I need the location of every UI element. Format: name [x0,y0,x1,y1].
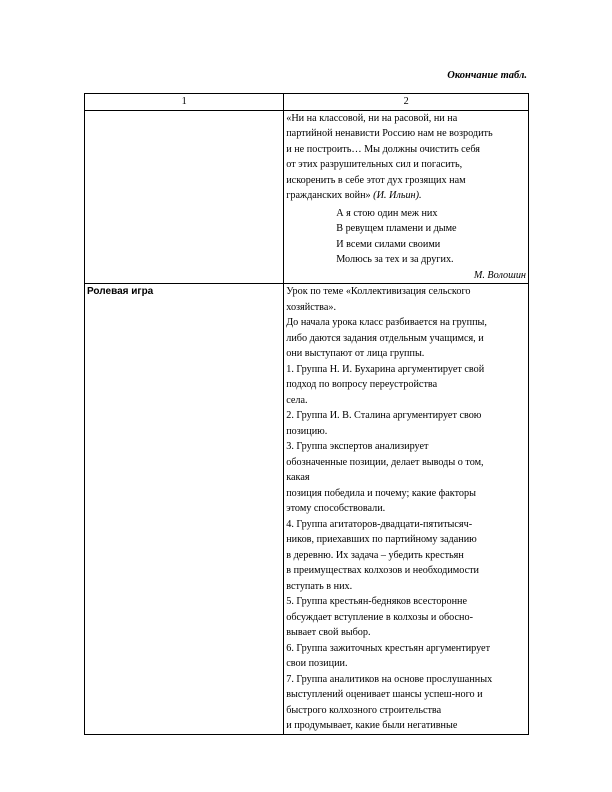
row1-left-cell [85,110,284,284]
table-row-role-play [85,284,529,735]
text-line: какая [286,472,310,483]
quote-line: искоренить в себе этот дух грозящих нам [286,174,466,186]
text-line: ников, приехавших по партийному заданию [286,534,477,545]
role-play-description [286,284,526,734]
text-line: в преимуществах колхозов и необходимости [286,565,479,576]
quote-line: от этих разрушительных сил и погасить, [286,159,463,170]
text-line: позиция победила и почему; какие факторы [286,487,476,499]
poem-line: Молюсь за тех и за других. [336,254,454,265]
text-line: 2. Группа И. В. Сталина аргументирует свою [286,410,482,421]
text-line: обозначенные позиции, делает выводы о том, [286,456,484,468]
text-line: и продумывает, какие были негативные [286,720,458,731]
text-line: выступлений оценивает шансы успеш-ного и [286,689,483,700]
text-line: 4. Группа агитаторов-двадцати-пятитысяч- [286,518,473,530]
text-line: в деревню. Их задача – убедить крестьян [286,549,464,561]
text-line: подход по вопросу переустройства [286,379,438,390]
poem-author: М. Волошин [473,269,526,281]
row2-left-cell [85,284,284,735]
text-line: обсуждает вступление в колхозы и обосно- [286,611,473,623]
poem-line: В ревущем пламени и дыме [336,223,457,234]
text-line: 1. Группа Н. И. Бухарина аргументирует свой [286,363,485,375]
quote-author: (И. Ильин). [373,190,422,201]
quote-line: партийной ненависти Россию нам не возродить [286,128,493,139]
quote-line: «Ни на классовой, ни на расовой, ни на [286,112,458,124]
text-line: они выступают от лица группы. [286,348,425,359]
text-line: этому способствовали. [286,503,386,514]
quote-text: гражданских войн» [286,190,374,201]
text-line: быстрого колхозного строительства [286,704,442,716]
quote-line-last [286,188,526,204]
text-line: вывает свой выбор. [286,627,371,638]
row2-right-cell [284,284,529,735]
text-line: 3. Группа экспертов анализирует [286,441,429,452]
text-line: свои позиции. [286,658,348,669]
table-header-row [85,94,529,111]
voloshin-poem [336,206,526,268]
text-line: 5. Группа крестьян-бедняков всесторонне [286,596,468,607]
text-line: позицию. [286,425,328,437]
text-line: До начала урока класс разбивается на группы, [286,317,487,328]
table-continuation-label: Окончание табл. [447,70,527,81]
method-title: Ролевая игра [87,286,154,297]
text-line: Урок по теме «Коллективизация сельского [286,286,471,297]
text-line: хозяйства». [286,301,337,313]
methods-table [84,93,529,735]
ilyin-quote [286,111,526,204]
poem-line: И всеми силами своими [336,238,441,250]
table-row-quote [85,110,529,284]
row1-right-cell [284,110,529,284]
text-line: вступать в них. [286,580,353,592]
text-line: 6. Группа зажиточных крестьян аргументирует [286,642,491,654]
poem-line: А я стою один меж них [336,207,438,219]
column-header-2: 2 [284,94,529,111]
text-line: либо даются задания отдельным учащимся, и [286,332,484,344]
column-header-1: 1 [85,94,284,111]
quote-line: и не построить… Мы должны очистить себя [286,143,480,155]
text-line: 7. Группа аналитиков на основе прослушанных [286,673,493,685]
text-line: села. [286,394,308,406]
